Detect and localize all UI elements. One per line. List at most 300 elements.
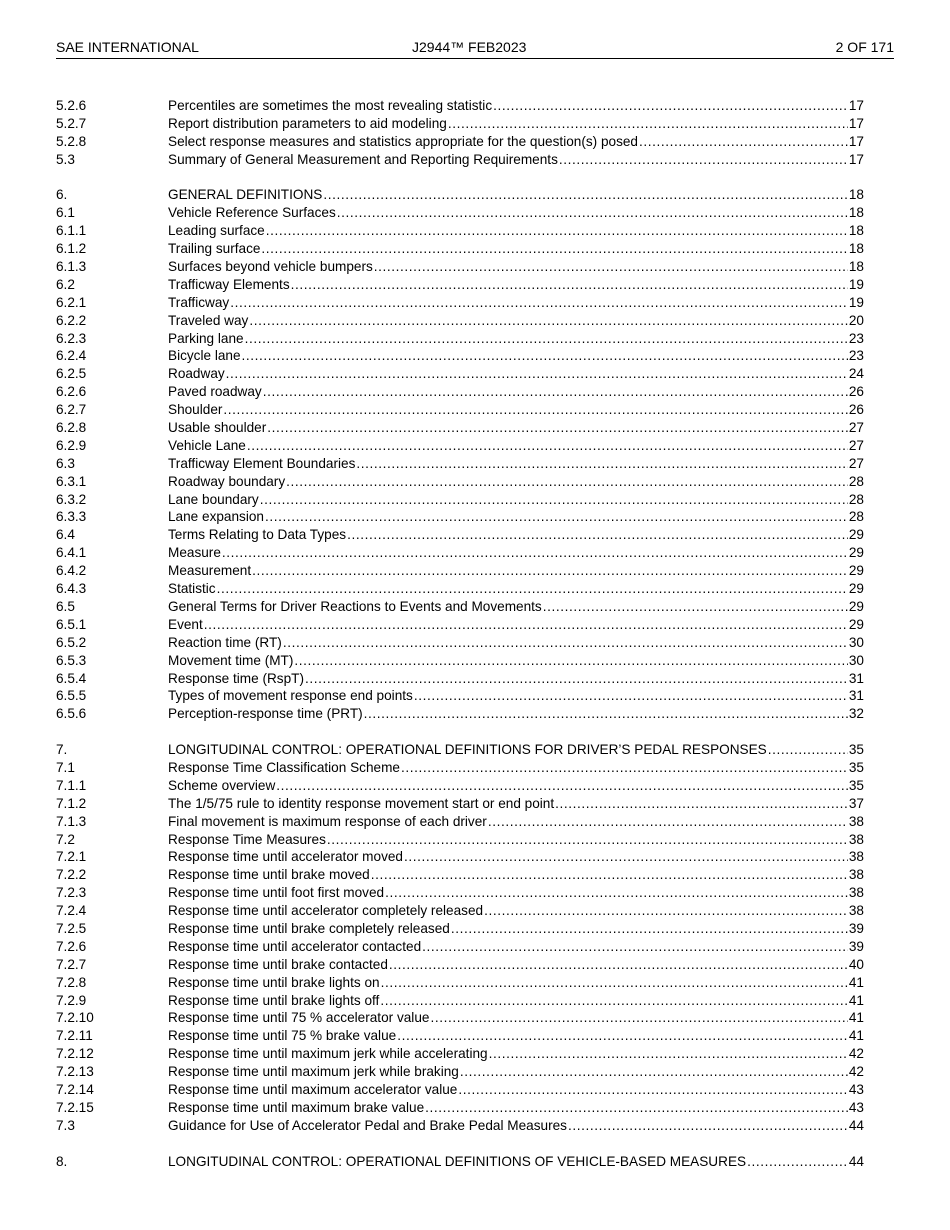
toc-page-number: 29: [848, 545, 864, 561]
toc-page-number: 29: [848, 616, 864, 632]
toc-page-number: 18: [848, 187, 864, 203]
toc-page-number: 39: [848, 920, 864, 936]
toc-entry[interactable]: [56, 133, 864, 151]
toc-page-number: 44: [848, 1117, 864, 1133]
toc-section-number: 7.2.8: [56, 974, 87, 990]
toc-page-number: 43: [848, 1081, 864, 1097]
toc-section-number: 6.2.4: [56, 348, 87, 364]
toc-section-number: 7.2.6: [56, 938, 87, 954]
toc-entry[interactable]: [56, 330, 864, 348]
toc-section-title[interactable]: Roadway boundary: [168, 473, 286, 489]
toc-section-title[interactable]: Traveled way: [168, 312, 249, 328]
toc-section-title[interactable]: Surfaces beyond vehicle bumpers: [168, 259, 373, 275]
toc-entry[interactable]: [56, 920, 864, 938]
toc-section-number: 6.2.1: [56, 294, 87, 310]
toc-page-number: 31: [848, 688, 864, 704]
toc-section-title[interactable]: Trafficway: [168, 294, 230, 310]
toc-section-number: 6.1.3: [56, 259, 87, 275]
toc-dot-leader: [285, 473, 848, 491]
toc-section-number: 6.5.5: [56, 688, 87, 704]
toc-entry[interactable]: [56, 347, 864, 365]
toc-entry[interactable]: [56, 1045, 864, 1063]
toc-section-number: 7.2.2: [56, 867, 87, 883]
toc-entry-line: [168, 294, 864, 312]
toc-section-number: 7.2.15: [56, 1099, 94, 1115]
toc-section-title[interactable]: Trafficway Elements: [168, 276, 290, 292]
toc-dot-leader: [260, 240, 847, 258]
toc-dot-leader: [326, 831, 848, 849]
toc-section-title[interactable]: Scheme overview: [168, 777, 276, 793]
toc-section-title[interactable]: Response time until accelerator contacted: [168, 938, 422, 954]
toc-section-title[interactable]: Response time until 75 % accelerator value: [168, 1010, 430, 1026]
toc-entry-line: [168, 1045, 864, 1063]
toc-entry-line: [168, 795, 864, 813]
toc-section-title[interactable]: Response time until foot first moved: [168, 885, 385, 901]
toc-dot-leader: [244, 330, 848, 348]
toc-section-number: 7.1.2: [56, 795, 87, 811]
toc-page-number: 29: [848, 581, 864, 597]
toc-section-title[interactable]: Select response measures and statistics appropriate for the question(s) posed: [168, 133, 638, 149]
toc-section-title[interactable]: Report distribution parameters to aid modeling: [168, 115, 447, 131]
toc-entry-line: [168, 634, 864, 652]
toc-section-title[interactable]: Trailing surface: [168, 241, 261, 257]
toc-entry-line: [168, 133, 864, 151]
toc-dot-leader: [265, 222, 848, 240]
toc-entry[interactable]: [56, 115, 864, 133]
toc-entry[interactable]: [56, 383, 864, 401]
toc-entry-line: [168, 1153, 864, 1171]
toc-entry[interactable]: [56, 258, 864, 276]
toc-entry[interactable]: [56, 455, 864, 473]
toc-entry[interactable]: [56, 491, 864, 509]
toc-dot-leader: [388, 956, 848, 974]
toc-section-number: 6.5.6: [56, 706, 87, 722]
toc-section-title[interactable]: Response time (RspT): [168, 670, 304, 686]
toc-section-number: 5.2.7: [56, 115, 87, 131]
toc-entry[interactable]: [56, 240, 864, 258]
section-spacer: [56, 1135, 864, 1153]
toc-entry-line: [168, 258, 864, 276]
toc-section-title[interactable]: General Terms for Driver Reactions to Events and Movements: [168, 598, 542, 614]
toc-entry-line: [168, 1117, 864, 1135]
toc-section-title[interactable]: Lane expansion: [168, 509, 264, 525]
toc-entry-line: [168, 491, 864, 509]
toc-section-number: 6.4.1: [56, 545, 87, 561]
toc-entry[interactable]: [56, 562, 864, 580]
toc-section-number: 7.2.9: [56, 992, 87, 1008]
section-spacer: [56, 169, 864, 187]
toc-section-title[interactable]: Measurement: [168, 563, 252, 579]
toc-section-number: 7.2.7: [56, 956, 87, 972]
toc-page-number: 30: [848, 652, 864, 668]
toc-entry-line: [168, 383, 864, 401]
toc-page-number: 41: [848, 992, 864, 1008]
toc-section-number: 7.2.12: [56, 1046, 94, 1062]
toc-dot-leader: [396, 1027, 848, 1045]
toc-entry[interactable]: [56, 670, 864, 688]
toc-page-number: 38: [848, 813, 864, 829]
toc-section-title[interactable]: Vehicle Reference Surfaces: [168, 205, 336, 221]
toc-entry[interactable]: [56, 795, 864, 813]
toc-section-number: 6.3.2: [56, 491, 87, 507]
toc-entry-line: [168, 777, 864, 795]
toc-section-number: 6.: [56, 187, 68, 203]
toc-section-title[interactable]: Perception-response time (PRT): [168, 706, 363, 722]
toc-page-number: 38: [848, 867, 864, 883]
toc-section-title[interactable]: Leading surface: [168, 223, 265, 239]
toc-dot-leader: [400, 759, 848, 777]
toc-dot-leader: [290, 276, 848, 294]
toc-dot-leader: [370, 866, 848, 884]
toc-section-number: 7.2.11: [56, 1028, 93, 1044]
toc-entry-line: [168, 526, 864, 544]
toc-dot-leader: [457, 1081, 848, 1099]
toc-section-title[interactable]: Response time until maximum accelerator value: [168, 1081, 458, 1097]
toc-section-title[interactable]: Final movement is maximum response of each driver: [168, 813, 487, 829]
toc-page-number: 18: [848, 241, 864, 257]
toc-section-title[interactable]: Shoulder: [168, 402, 223, 418]
toc-dot-leader: [488, 1045, 848, 1063]
toc-page-number: 27: [848, 420, 864, 436]
toc-dot-leader: [487, 813, 848, 831]
toc-dot-leader: [229, 294, 848, 312]
toc-section-title[interactable]: Summary of General Measurement and Reporting Requirements: [168, 151, 558, 167]
toc-section-title[interactable]: Reaction time (RT): [168, 634, 282, 650]
toc-entry[interactable]: [56, 544, 864, 562]
toc-section-title[interactable]: Response time until brake lights on: [168, 974, 380, 990]
toc-section-number: 6.1.2: [56, 241, 87, 257]
toc-dot-leader: [336, 204, 848, 222]
toc-entry[interactable]: [56, 1063, 864, 1081]
toc-section-number: 6.2.7: [56, 402, 87, 418]
toc-section-number: 6.2.8: [56, 420, 87, 436]
toc-entry-line: [168, 616, 864, 634]
toc-entry-line: [168, 580, 864, 598]
toc-section-number: 6.5.2: [56, 634, 87, 650]
toc-entry[interactable]: [56, 151, 864, 169]
toc-entry[interactable]: [56, 401, 864, 419]
toc-entry[interactable]: [56, 759, 864, 777]
toc-section-title[interactable]: Paved roadway: [168, 384, 262, 400]
toc-page-number: 18: [848, 223, 864, 239]
toc-section-title[interactable]: Response Time Classification Scheme: [168, 759, 400, 775]
toc-section-number: 7.2.4: [56, 903, 87, 919]
toc-entry-line: [168, 848, 864, 866]
toc-entry[interactable]: [56, 741, 864, 759]
toc-page-number: 27: [848, 455, 864, 471]
toc-entry[interactable]: [56, 1099, 864, 1117]
toc-page-number: 44: [848, 1153, 864, 1169]
toc-entry[interactable]: [56, 437, 864, 455]
toc-entry-line: [168, 562, 864, 580]
toc-section-title[interactable]: Types of movement response end points: [168, 688, 413, 704]
toc-section-number: 7.2: [56, 831, 75, 847]
toc-entry[interactable]: [56, 1027, 864, 1045]
toc-page-number: 17: [848, 115, 864, 131]
toc-section-number: 7.1.1: [56, 777, 87, 793]
toc-page-number: 18: [848, 205, 864, 221]
toc-section-title[interactable]: LONGITUDINAL CONTROL: OPERATIONAL DEFINITIONS FOR DRIVER’S PEDAL RESPONSES: [168, 742, 767, 758]
toc-dot-leader: [379, 992, 848, 1010]
toc-section-number: 8.: [56, 1153, 68, 1169]
toc-section-number: 6.5.4: [56, 670, 87, 686]
toc-section-title[interactable]: The 1/5/75 rule to identity response movement start or end point: [168, 795, 555, 811]
toc-entry-line: [168, 401, 864, 419]
toc-section-title[interactable]: Response time until brake contacted: [168, 956, 388, 972]
toc-section-title[interactable]: Trafficway Element Boundaries: [168, 455, 356, 471]
toc-section-number: 5.2.8: [56, 133, 87, 149]
toc-entry[interactable]: [56, 419, 864, 437]
toc-page-number: 28: [848, 509, 864, 525]
toc-dot-leader: [355, 455, 847, 473]
toc-dot-leader: [221, 544, 848, 562]
toc-entry[interactable]: [56, 687, 864, 705]
toc-entry[interactable]: [56, 186, 864, 204]
toc-entry-line: [168, 419, 864, 437]
toc-entry[interactable]: [56, 777, 864, 795]
toc-page-number: 29: [848, 598, 864, 614]
toc-entry[interactable]: [56, 222, 864, 240]
toc-dot-leader: [567, 1117, 848, 1135]
toc-dot-leader: [241, 347, 848, 365]
toc-page-number: 38: [848, 831, 864, 847]
toc-entry-line: [168, 204, 864, 222]
toc-entry[interactable]: [56, 992, 864, 1010]
toc-dot-leader: [264, 508, 848, 526]
toc-entry-line: [168, 276, 864, 294]
toc-entry-line: [168, 652, 864, 670]
toc-section-title[interactable]: Measure: [168, 545, 221, 561]
toc-entry-line: [168, 902, 864, 920]
toc-section-number: 6.3: [56, 455, 75, 471]
toc-page-number: 42: [848, 1046, 864, 1062]
toc-entry-line: [168, 741, 864, 759]
toc-entry-line: [168, 598, 864, 616]
toc-section-number: 6.4.2: [56, 563, 87, 579]
toc-page-number: 28: [848, 491, 864, 507]
toc-entry[interactable]: [56, 312, 864, 330]
toc-section-number: 7.1.3: [56, 813, 87, 829]
toc-page-number: 41: [848, 974, 864, 990]
toc-page-number: 17: [848, 151, 864, 167]
toc-entry-line: [168, 544, 864, 562]
toc-section-title[interactable]: GENERAL DEFINITIONS: [168, 187, 323, 203]
toc-page-number: 43: [848, 1099, 864, 1115]
toc-section-title[interactable]: Vehicle Lane: [168, 437, 246, 453]
toc-entry-line: [168, 186, 864, 204]
toc-section-number: 7.3: [56, 1117, 75, 1133]
toc-entry[interactable]: [56, 1117, 864, 1135]
toc-entry-line: [168, 151, 864, 169]
toc-dot-leader: [322, 186, 848, 204]
toc-section-number: 7.2.3: [56, 885, 87, 901]
toc-entry[interactable]: [56, 580, 864, 598]
toc-section-title[interactable]: Response time until maximum jerk while accelerating: [168, 1046, 488, 1062]
toc-entry-line: [168, 1063, 864, 1081]
toc-page-number: 28: [848, 473, 864, 489]
toc-dot-leader: [373, 258, 848, 276]
toc-dot-leader: [259, 491, 848, 509]
toc-section-title[interactable]: Usable shoulder: [168, 420, 267, 436]
toc-entry[interactable]: [56, 634, 864, 652]
toc-section-title[interactable]: Response time until accelerator moved: [168, 849, 403, 865]
toc-section-number: 6.1: [56, 205, 75, 221]
toc-section-number: 6.3.1: [56, 473, 87, 489]
toc-dot-leader: [248, 312, 848, 330]
toc-entry-line: [168, 920, 864, 938]
toc-section-title[interactable]: Event: [168, 616, 203, 632]
toc-section-title[interactable]: Response time until maximum jerk while braking: [168, 1064, 459, 1080]
toc-dot-leader: [293, 652, 847, 670]
toc-page-number: 29: [848, 563, 864, 579]
toc-entry-line: [168, 455, 864, 473]
toc-dot-leader: [542, 598, 848, 616]
toc-dot-leader: [266, 419, 848, 437]
toc-section-title[interactable]: Response time until brake lights off: [168, 992, 380, 1008]
toc-section-title[interactable]: Lane boundary: [168, 491, 259, 507]
toc-entry-line: [168, 813, 864, 831]
toc-dot-leader: [251, 562, 848, 580]
toc-section-number: 6.2.9: [56, 437, 87, 453]
toc-entry[interactable]: [56, 884, 864, 902]
toc-dot-leader: [403, 848, 848, 866]
toc-page-number: 30: [848, 634, 864, 650]
toc-section-number: 6.2.2: [56, 312, 87, 328]
toc-entry[interactable]: [56, 705, 864, 723]
toc-section-number: 6.5.3: [56, 652, 87, 668]
toc-page-number: 41: [848, 1010, 864, 1026]
toc-dot-leader: [429, 1009, 847, 1027]
toc-dot-leader: [222, 401, 847, 419]
toc-page-number: 40: [848, 956, 864, 972]
toc-entry[interactable]: [56, 97, 864, 115]
toc-dot-leader: [380, 974, 848, 992]
toc-page-number: 24: [848, 366, 864, 382]
toc-page-number: 35: [848, 759, 864, 775]
toc-entry[interactable]: [56, 974, 864, 992]
section-spacer: [56, 723, 864, 741]
toc-dot-leader: [421, 938, 848, 956]
toc-page-number: 17: [848, 133, 864, 149]
toc-entry-line: [168, 956, 864, 974]
toc-section-number: 7.2.13: [56, 1064, 94, 1080]
toc-dot-leader: [203, 616, 848, 634]
toc-entry-line: [168, 670, 864, 688]
toc-entry[interactable]: [56, 294, 864, 312]
toc-entry[interactable]: [56, 365, 864, 383]
toc-entry[interactable]: [56, 831, 864, 849]
toc-section-number: 5.2.6: [56, 98, 87, 113]
toc-dot-leader: [638, 133, 848, 151]
toc-entry[interactable]: [56, 1081, 864, 1099]
toc-entry[interactable]: [56, 508, 864, 526]
toc-entry-line: [168, 1081, 864, 1099]
toc-section-title[interactable]: Movement time (MT): [168, 652, 294, 668]
toc-section-title[interactable]: Percentiles are sometimes the most revealing statistic: [168, 98, 493, 113]
toc-entry-line: [168, 884, 864, 902]
toc-section-title[interactable]: Response time until brake moved: [168, 867, 370, 883]
toc-section-number: 7.2.14: [56, 1081, 94, 1097]
page-header: [56, 38, 894, 59]
toc-section-number: 6.2.3: [56, 330, 87, 346]
toc-section-number: 7.: [56, 742, 68, 758]
toc-section-number: 6.5: [56, 598, 75, 614]
toc-section-number: 7.2.5: [56, 920, 87, 936]
toc-section-title[interactable]: Bicycle lane: [168, 348, 241, 364]
toc-dot-leader: [767, 741, 848, 759]
toc-dot-leader: [225, 365, 848, 383]
toc-entry[interactable]: [56, 866, 864, 884]
toc-section-number: 6.2.5: [56, 366, 87, 382]
toc-dot-leader: [216, 580, 848, 598]
toc-section-title[interactable]: Roadway: [168, 366, 225, 382]
toc-entry[interactable]: [56, 473, 864, 491]
toc-section-title[interactable]: Response time until maximum brake value: [168, 1099, 425, 1115]
toc-section-title[interactable]: Response time until 75 % brake value: [168, 1028, 397, 1044]
toc-section-number: 7.2.10: [56, 1010, 94, 1026]
toc-dot-leader: [450, 920, 848, 938]
toc-entry[interactable]: [56, 652, 864, 670]
toc-page-number: 23: [848, 348, 864, 364]
toc-section-number: 6.2: [56, 276, 75, 292]
toc-section-number: 6.3.3: [56, 509, 87, 525]
toc-dot-leader: [275, 777, 848, 795]
toc-entry[interactable]: [56, 1153, 864, 1171]
toc-section-title[interactable]: Parking lane: [168, 330, 244, 346]
toc-section-number: 6.1.1: [56, 223, 87, 239]
toc-entry[interactable]: [56, 526, 864, 544]
toc-page-number: 31: [848, 670, 864, 686]
toc-section-title[interactable]: Response time until accelerator completely released: [168, 903, 484, 919]
toc-dot-leader: [304, 670, 848, 688]
toc-page-number: 35: [848, 742, 864, 758]
toc-entry[interactable]: [56, 938, 864, 956]
toc-entry[interactable]: [56, 902, 864, 920]
toc-entry[interactable]: [56, 956, 864, 974]
toc-section-title[interactable]: LONGITUDINAL CONTROL: OPERATIONAL DEFINITIONS OF VEHICLE-BASED MEASURES: [168, 1153, 747, 1169]
toc-entry-line: [168, 759, 864, 777]
toc-entry[interactable]: [56, 1009, 864, 1027]
toc-entry[interactable]: [56, 848, 864, 866]
toc-page-number: 38: [848, 885, 864, 901]
toc-dot-leader: [413, 687, 848, 705]
toc-dot-leader: [363, 705, 848, 723]
toc-section-title[interactable]: Response time until brake completely released: [168, 920, 450, 936]
toc-entry-line: [168, 1009, 864, 1027]
toc-entry-line: [168, 437, 864, 455]
toc-section-title[interactable]: Response Time Measures: [168, 831, 326, 847]
toc-page-number: 23: [848, 330, 864, 346]
toc-entry[interactable]: [56, 204, 864, 222]
toc-page-number: 17: [848, 98, 864, 113]
toc-entry[interactable]: [56, 813, 864, 831]
toc-page-number: 38: [848, 849, 864, 865]
toc-dot-leader: [492, 97, 848, 115]
toc-section-title[interactable]: Terms Relating to Data Types: [168, 527, 347, 543]
toc-entry[interactable]: [56, 276, 864, 294]
toc-dot-leader: [554, 795, 848, 813]
toc-entry[interactable]: [56, 598, 864, 616]
toc-entry-line: [168, 508, 864, 526]
toc-section-title[interactable]: Statistic: [168, 581, 216, 597]
toc-entry-line: [168, 831, 864, 849]
header-document-id: J2944™ FEB2023: [412, 39, 527, 55]
toc-section-title[interactable]: Guidance for Use of Accelerator Pedal and Brake Pedal Measures: [168, 1117, 567, 1133]
toc-entry[interactable]: [56, 616, 864, 634]
toc-entry-line: [168, 347, 864, 365]
toc-dot-leader: [459, 1063, 848, 1081]
toc-page-number: 35: [848, 777, 864, 793]
